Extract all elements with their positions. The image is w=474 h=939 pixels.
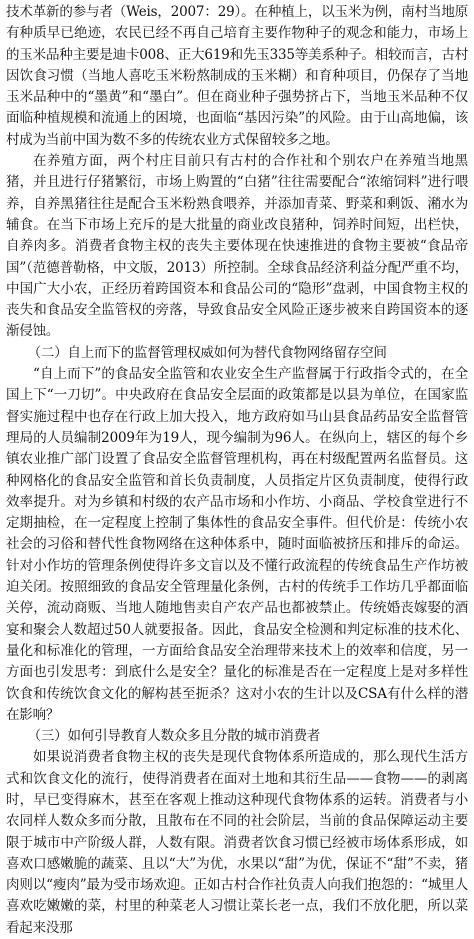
paragraph-top-down-regulation: “自上而下”的食品安全监管和农业安全生产监督属于行政指令式的，在全国上下“一刀切”。中央政府在食品安全层面的政策都是以县为单位，在国家监督实施过程中也存在行政上加大投入，地方政府如马山县食品药品安全监督管理局的人员编制2009年为19人，现今编制为96人。在纵向上，辖区的每个乡镇农业推广部门设置了食品安全监督管理机构，再在村级配置两名监督员。这种网格化的食品安全监管和首长负责制度，人员指定片区负责制度，使得行政效率提升。对为乡镇和村级的农产品市场和小作坊、小商品、学校食堂进行不定期抽检，在一定程度上控制了集体性的食品安全事件。但代价是：传统小农社会的习俗和替代性食物网络在这种体系中，随时面临被挤压和排斥的命运。针对小作坊的管理条例使得许多文盲以及不懂行政流程的传统食品生产作坊被迫关闭。按照细致的食品安全管理量化条例，古村的传统手工作坊几乎都面临关停，流动商贩、当地人随地售卖自产农产品也都被禁止。传统婚丧嫁娶的酒宴和聚会人数超过50人就要报备。因此，食品安全检测和判定标准的技术化、量化和标准化的管理，一方面给食品安全治理带来技术上的效率和信度，另一方面也引发思考：到底什么是安全？量化的标准是否在一定程度上是对多样性饮食和传统饮食文化的解构甚至扼杀？这对小农的生计以及CSA有什么样的潜在影响？	[6, 366, 468, 723]
section-heading-3: （三）如何引导教育人数众多且分散的城市消费者	[27, 728, 321, 745]
section-heading-2: （二）自上而下的监督管理权威如何为替代食物网络留存空间	[27, 344, 387, 361]
paragraph-seed-varieties: 技术革新的参与者（Weis，2007：29）。在种植上，以玉米为例，南村当地原有种质早已绝迹，农民已经不再自己培育主要作物种子的观念和能力，市场上的玉米品种主要是迪卡008、正大619和先玉335等美系种子。相较而言，古村因饮食习惯（当地人喜吃玉米粉熬制成的玉米糊）和育种项目，仍保存了当地玉米品种中的“墨黄”和“墨白”。但在商业种子强势挤占下，当地玉米品种不仅面临种植规模和流通上的困境，也面临“基因污染”的风险。由于山高地偏，该村成为当前中国为数不多的传统农业方式保留较多之地。	[6, 4, 468, 148]
paragraph-livestock: 在养殖方面，两个村庄目前只有古村的合作社和个别农户在养殖当地黑猪，并且进行仔猪繁衍，市场上购置的“白猪”往往需要配合“浓缩饲料”进行喂养，自养黑猪往往是配合玉米粉熟食喂养，并添加青菜、野菜和剩饭、潲水为辅食。在当下市场上充斥的是大批量的商业改良猪种，饲养时间短，出栏快，自养肉多。消费者食物主权的丧失主要体现在快速推进的食物主要被“食品帝国”（范德普勒格，中文版，2013）所控制。全球食品经济利益分配严重不均，中国广大小农，正经历着跨国资本和食品公司的“隐形”盘剥，中国食物主权的丧失和食品安全监管权的旁落，导致食品安全风险正逐步被来自跨国资本的逐渐侵蚀。	[6, 153, 468, 340]
paragraph-urban-consumers: 如果说消费者食物主权的丧失是现代食物体系所造成的，那么现代生活方式和饮食文化的流行，使得消费者在面对土地和其衍生品——食物——的剥离时，早已变得麻木，甚至在客观上推动这种现代食物体系的运转。消费者与小农同样人数众多而分散，且散布在不同的社会阶层，当前的食品保障运动主要限于城市中产阶级人群，人数有限。消费者饮食习惯已经被市场体系形成，如喜欢口感嫩脆的蔬菜、且以“大”为优，水果以“甜”为优，保证不“甜”不卖，猪肉则以“瘦肉”最为受市场欢迎。正如古村合作社负责人向我们抱怨的：“城里人喜欢吃嫩嫩的菜，村里的种菜老人习惯让菜长老一点，我们不放化肥，所以菜看起来没那	[6, 749, 468, 936]
